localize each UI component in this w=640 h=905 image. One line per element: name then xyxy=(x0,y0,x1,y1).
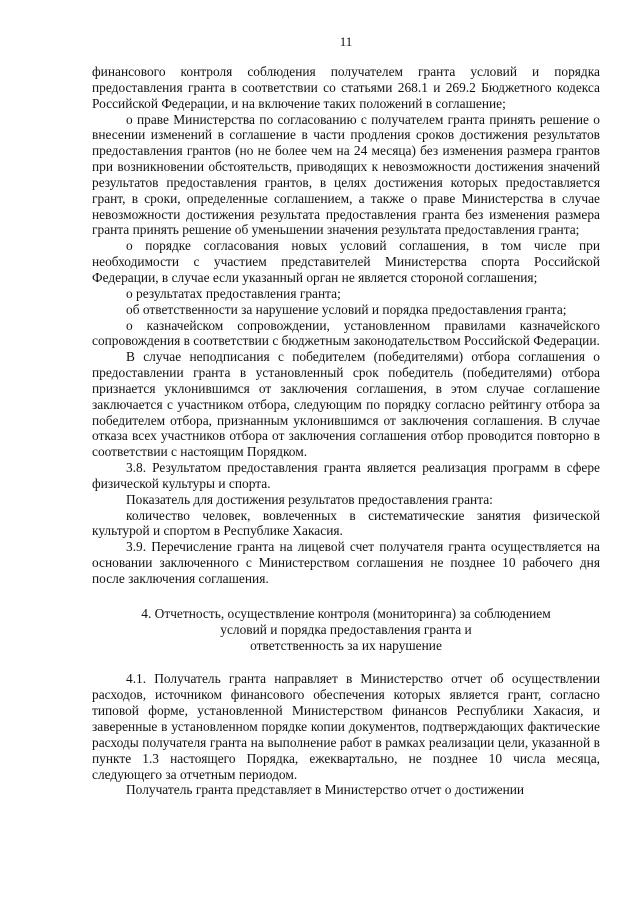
paragraph-p-report-achievement: Получатель гранта представляет в Министерство отчет о достижении xyxy=(126,782,525,798)
paragraph-p-4-1: 4.1. Получатель гранта направляет в Министерство отчет об осуществлении расходов, источником финансового обеспечения которых является грант, согласно типовой форме, установленной Министерством финансов Республики Хакасия, и заверенные в установленном порядке копии документов, подтверждающих фактические расходы получателя гранта на выполнение работ в рамках реализации цели, указанной в пункте 1.3 настоящего Порядка, ежеквартально, не позднее 10 числа месяца, следующего за отчетным периодом. xyxy=(92,671,600,782)
paragraph-p-3-8: 3.8. Результатом предоставления гранта является реализация программ в сфере физической культуры и спорта. xyxy=(92,460,600,491)
paragraph-p-people-count: количество человек, вовлеченных в систематические занятия физической культурой и спортом в Республике Хакасия. xyxy=(92,507,600,539)
section-heading-line-3: ответственность за их нарушение xyxy=(250,638,442,654)
section-heading-line-2: условий и порядка предоставления гранта и xyxy=(220,622,472,638)
paragraph-p-treasury: о казначейском сопровождении, установленном правилами казначейского сопровождения в соответствии с бюджетным законодательством Российской Федерации. xyxy=(92,317,600,349)
section-heading xyxy=(92,606,600,655)
document-body xyxy=(92,64,600,798)
paragraph-p-non-signing: В случае неподписания с победителем (победителями) отбора соглашения о предоставлении гранта в установленный срок победитель (победителями) отбора признается уклонившимся от заключения соглашения, в этом случае соглашение заключается с участником отбора, следующим по порядку согласно рейтингу отбора за победителем отбора, признанным уклонившимся от заключения соглашения. В случае отказа всех участников отбора от заключения соглашения отбор проводится повторно в соответствии с настоящим Порядком. xyxy=(92,349,600,460)
paragraph-p-3-9: 3.9. Перечисление гранта на лицевой счет получателя гранта осуществляется на основании заключенного с Министерством соглашения не позднее 10 рабочего дня после заключения соглашения. xyxy=(92,539,600,586)
paragraph-group-top xyxy=(92,64,600,587)
section-heading-line-1: 4. Отчетность, осуществление контроля (мониторинга) за соблюдением xyxy=(141,605,551,621)
paragraph-p-new-conditions: о порядке согласования новых условий соглашения, в том числе при необходимости с участием представителей Министерства спорта Российской Федерации, в случае если указанный орган не является стороной соглашения; xyxy=(92,238,600,285)
page-number: 11 xyxy=(339,34,353,49)
paragraph-p-indicator: Показатель для достижения результатов предоставления гранта: xyxy=(126,491,493,507)
paragraph-p-results: о результатах предоставления гранта; xyxy=(126,285,341,301)
paragraph-p-continuation: финансового контроля соблюдения получателем гранта условий и порядка предоставления гранта в соответствии со статьями 268.1 и 269.2 Бюджетного кодекса Российской Федерации, и на включение таких положений в соглашение; xyxy=(92,64,600,111)
paragraph-p-right-of-ministry: о праве Министерства по согласованию с получателем гранта принять решение о внесении изменений в соглашение в части продления сроков достижения результатов предоставления грантов (но не более чем на 24 месяца) без изменения размера грантов при возникновении обстоятельств, приводящих к невозможности достижения значений результатов предоставления грантов, в целях достижения которых предоставляется грант, в сроки, определенные соглашением, а также о праве Министерства в случае невозможности достижения результата предоставления гранта без изменения размера гранта принять решение об уменьшении значения результата предоставления гранта; xyxy=(92,111,600,238)
paragraph-group-bottom xyxy=(92,671,600,798)
paragraph-p-responsibility: об ответственности за нарушение условий и порядка предоставления гранта; xyxy=(126,301,567,317)
